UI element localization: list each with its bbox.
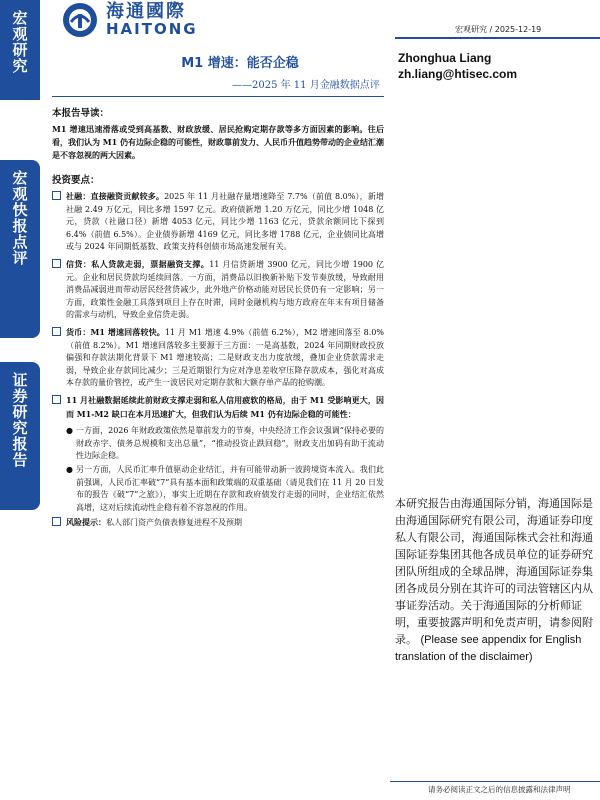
sub-point-text: 一方面，2026 年财政政策依然是靠前发力的节奏，中央经济工作会议强调“保持必要的财政赤字、债务总规模和支出总量”，“推动投资止跌回稳”，财政支出加码有助于流动性边际企稳。 — [76, 426, 384, 460]
haitong-emblem-icon — [58, 0, 102, 40]
point-lead: 社融：直接融资贡献较多。 — [66, 191, 165, 201]
point-text: 11 月 M1 增速 4.9%（前值 6.2%），M2 增速回落至 8.0%（前值 8.2%）。M1 增速回落较多主要源于三方面：一是高基数，2024 年同期财政投放偏强和存款法期化背景下 M1 增速较高；二是财政支出力度放缓，叠加企业贷款需求走弱，导致企业存款同比减少；三是近期银行为应对净息差收窄压降存款成本，强化对高成本存款的量价管控，或产生一波居民对定期存款和大额存单产品的抢购潮。 — [66, 327, 384, 388]
report-subtitle: ——2025 年 11 月金融数据点评 — [232, 80, 380, 91]
risk-text: 私人部门资产负债表修复进程不及预期 — [106, 517, 242, 527]
sidebar — [0, 0, 42, 800]
point-item — [52, 326, 384, 390]
author-name: Zhonghua Liang — [398, 51, 492, 65]
footer-note: 请务必阅读正文之后的信息披露和法律声明 — [428, 785, 571, 794]
logo-chinese-text: 海通國際 — [106, 1, 186, 22]
bullet-square-icon — [52, 517, 61, 526]
point-item — [52, 394, 384, 421]
bullet-square-icon — [52, 259, 61, 268]
point-lead: 货币：M1 增速回落较快。 — [66, 326, 165, 337]
report-title: M1 增速：能否企稳 — [181, 56, 299, 71]
haitong-logo — [58, 0, 198, 40]
bullet-square-icon — [52, 191, 61, 200]
bullet-square-icon — [52, 395, 61, 404]
sub-point — [52, 464, 384, 514]
sidebar-label-macro-research: 宏观研究 — [10, 10, 29, 74]
sub-point-text: 另一方面，人民币汇率升值驱动企业结汇，并有可能带动新一波跨境资本流入。我们此前强调，人民币汇率破“7”具有基本面和政策端的双重基础（请见我们在 11 月 20 日发布的报告《破“7”之旅》），事实上近期在存款和政府债发行走弱的同时，企业结汇依然高增，这对后续流动性企稳有着不容忽视的作用。 — [76, 465, 384, 512]
point-item — [52, 258, 384, 322]
guide-heading: 本报告导读： — [52, 108, 110, 119]
header-meta: 宏观研究 / 2025-12-19 — [455, 25, 542, 34]
point-lead: 11 月社融数据延续此前财政支撑走弱和私人信用疲软的格局，由于 M1 受影响更大，因而 M1-M2 缺口在本月迅速扩大，但我们认为后续 M1 仍有边际企稳的可能性： — [66, 394, 384, 419]
author-block — [398, 50, 517, 82]
sidebar-label-macro-flash: 宏观快报点评 — [10, 170, 29, 266]
author-email[interactable]: zh.liang@htisec.com — [398, 67, 518, 81]
header-divider — [395, 37, 600, 39]
point-item — [52, 190, 384, 254]
point-lead: 信贷：私人贷款走弱，票据融资支撑。 — [66, 258, 210, 269]
disclaimer — [395, 495, 600, 665]
risk-lead: 风险提示： — [66, 516, 106, 527]
sidebar-block-macro-research — [0, 0, 40, 100]
point-text: 2025 年 11 月社融存量增速降至 7.7%（前值 8.0%），新增社融 2.49 万亿元，同比多增 1597 亿元。政府债新增 1.20 万亿元，同比少增 1048 亿元，贷款（社融口径）新增 4053 亿元，同比少增 1163 亿元，贷款余额同比下探到 6.4%（前值 6.5%）。企业债券新增 4169 亿元，同比多增 1788 亿元，企业债同比高增或与 2024 年同期低基数、政策支持科创债市场高速发展有关。 — [66, 192, 384, 252]
sidebar-label-securities-report: 证券研究报告 — [10, 372, 29, 468]
sidebar-block-securities-report — [0, 362, 40, 510]
disclaimer-cn: 本研究报告由海通国际分销，海通国际是由海通国际研究有限公司，海通证券印度私人有限公司，海通国际株式会社和海通国际证券集团其他各成员单位的证券研究团队所组成的全球品牌，海通国际证券集团各成员分别在其许可的司法管辖区内从事证券活动。关于海通国际的分析师证明，重要披露声明和免责声明，请参阅附录。 — [395, 497, 593, 646]
risk-item — [52, 516, 384, 530]
bullet-square-icon — [52, 327, 61, 336]
footer-divider — [390, 781, 600, 782]
sidebar-block-macro-flash — [0, 160, 40, 338]
main-content — [52, 96, 384, 534]
bullet-dot-icon: ● — [66, 465, 73, 475]
point-text: 11 月信贷新增 3900 亿元，同比少增 1900 亿元。企业和居民贷款均延续回落。一方面，消费品以旧换新补贴下发节奏放缓，导致耐用消费品减弱进而带动居民经营贷减少，此外地产价格动能对居民长贷仍有一定影响；另一方面，政策性金融工具落到项目上存在时滞，同时金融机构与地方政府在年末有项目储备的需求与动机，导致企业信贷走弱。 — [66, 259, 384, 320]
bullet-dot-icon: ● — [66, 426, 73, 436]
points-heading: 投资要点： — [52, 175, 100, 186]
guide-text: M1 增速迅速滑落或受到高基数、财政放缓、居民抢购定期存款等多方面因素的影响。往后看，我们认为 M1 仍有边际企稳的可能性，财政靠前发力、人民币升值趋势带动的企业结汇潮是不容忽视的两大因素。 — [52, 124, 384, 160]
logo-english-text: HAITONG — [106, 20, 198, 38]
sub-point — [52, 425, 384, 462]
disclaimer-en: (Please see appendix for English translation of the disclaimer) — [395, 634, 582, 663]
